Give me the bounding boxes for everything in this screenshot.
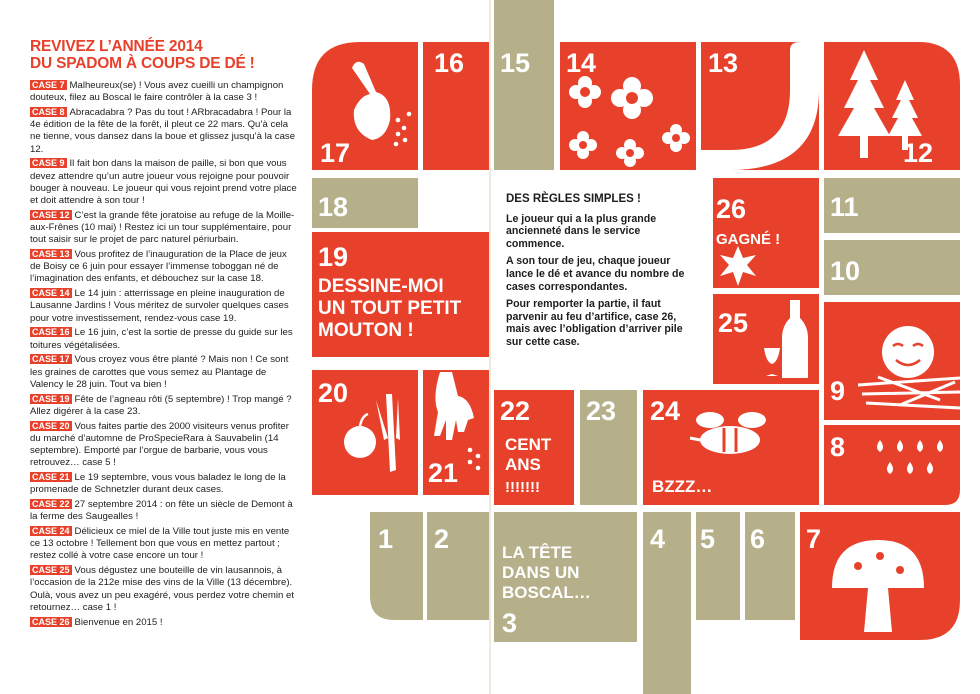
cell-24-number: 24: [650, 396, 681, 426]
cell-6-number: 6: [750, 524, 766, 554]
case-text: C’est la grande fête joratoise au refuge de la Moille-aux-Frênes (10 mai) ! Restez ici un tour supplémentaire, pour tout saisir sur le projet de parc naturel périurbain.: [30, 209, 295, 246]
cell-15-number: 15: [500, 48, 531, 78]
cell-22-caption-1: CENT: [505, 435, 552, 454]
cell-24-caption: BZZZ…: [652, 477, 713, 496]
cell-8-number: 8: [830, 432, 846, 462]
cell-19-number: 19: [318, 242, 349, 272]
cell-25-number: 25: [718, 308, 749, 338]
case-tag: CASE 8: [32, 107, 65, 117]
case-text: Vous faites partie des 2000 visiteurs venus profiter du marché d’automne de ProSpecieRara à Sauvabelin (14 septembre). Emporté par l’orgue de barbarie, vous vous retrouvez… case 5 !: [30, 420, 289, 469]
case-tag: CASE 9: [32, 158, 65, 169]
case-tag: CASE 12: [32, 209, 70, 220]
case-tag: CASE 21: [32, 472, 70, 483]
cell-19-caption-2: UN TOUT PETIT: [318, 298, 462, 319]
case-tag: CASE 26: [32, 616, 70, 627]
case-tag: CASE 19: [32, 393, 70, 404]
rules-heading: DES RÈGLES SIMPLES !: [506, 193, 641, 205]
case-text: Abracadabra ? Pas du tout ! ARbracadabra ! Pour la 4e édition de la fête de la forêt, il pleut ce 22 mars. Qu’à cela ne tienne, vous dansez dans la boue et glissez jusqu’à la case 12.: [30, 107, 296, 155]
rule-paragraph: A son tour de jeu, chaque joueur lance le dé et avance du nombre de cases correspondantes.: [506, 255, 685, 293]
case-tag: CASE 7: [32, 80, 65, 90]
case-text: Délicieux ce miel de la Ville tout juste mis en vente ce 13 octobre ! Tellement bon que vous en mettez partout ; restez collé à votre case encore un tour !: [30, 526, 290, 562]
cell-21-number: 21: [428, 458, 459, 488]
cell-10-number: 10: [830, 256, 861, 286]
cell-4-number: 4: [650, 524, 666, 554]
cell-22-caption-2: ANS: [505, 455, 541, 474]
case-tag: CASE 13: [32, 249, 70, 260]
case-text: Il fait bon dans la maison de paille, si bon que vous devez attendre qu’un autre joueur vous rejoigne pour pouvoir bouger à nouveau. Le joueur qui vous rejoint prend votre place et doit attendre à son tour !: [30, 158, 297, 207]
cell-20-number: 20: [318, 378, 349, 408]
case-tag: CASE 20: [32, 420, 70, 431]
case-tag: CASE 14: [32, 288, 70, 299]
cell-19-caption-3: MOUTON !: [318, 320, 414, 341]
cell-22-number: 22: [500, 396, 531, 426]
case-text: Vous profitez de l’inauguration de la Place de jeux de Boisy ce 6 juin pour essayer l’immense toboggan né de l’imagination des enfants, et débouchez sur la case 18.: [30, 249, 287, 285]
case-text: Vous croyez vous être planté ? Mais non ! Ce sont les graines de carottes que vous semez au Plantage de Valency le 28 juin. Tout va bien !: [30, 354, 289, 390]
cell-9-number: 9: [830, 376, 846, 406]
cell-1-number: 1: [378, 524, 394, 554]
cell-12-number: 12: [903, 138, 934, 168]
case-text: Le 16 juin, c’est la sortie de presse du guide sur les toitures végétalisées.: [30, 327, 293, 351]
case-text: Malheureux(se) ! Vous avez cueilli un champignon douteux, filez au Boscal le faire contrôler à la case 3 !: [30, 80, 284, 104]
rules-panel: [506, 193, 694, 354]
cell-2-number: 2: [434, 524, 450, 554]
cell-3-caption-2: DANS UN: [502, 563, 580, 582]
case-tag: CASE 24: [32, 526, 70, 537]
case-text: Bienvenue en 2015 !: [74, 616, 163, 628]
case-text: Le 19 septembre, vous vous baladez le long de la promenade de Schnetzler durant deux cases.: [30, 472, 286, 496]
cell-3-number: 3: [502, 608, 518, 638]
page-title: REVIVEZ L’ANNÉE 2014 DU SPADOM À COUPS DE DÉ !: [30, 38, 255, 72]
cell-14-number: 14: [566, 48, 597, 78]
cell-18-number: 18: [318, 192, 349, 222]
case-text: Le 14 juin : atterrissage en pleine inauguration de Lausanne Jardins ! Vous méritez de survoler quelques cases pour votre investissement, rendez-vous case 19.: [30, 288, 289, 324]
case-tag: CASE 16: [32, 327, 70, 338]
cell-19-caption-1: DESSINE-MOI: [318, 276, 444, 297]
cell-13-number: 13: [708, 48, 739, 78]
case-tag: CASE 25: [32, 565, 70, 576]
cell-7-number: 7: [806, 524, 822, 554]
cell-22-caption-3: !!!!!!!: [505, 479, 540, 496]
cell-16-number: 16: [434, 48, 465, 78]
cell-26-caption: GAGNÉ !: [716, 231, 781, 248]
case-tag: CASE 17: [32, 354, 70, 365]
cell-3-caption-3: BOSCAL…: [502, 583, 591, 602]
rule-paragraph: Le joueur qui a la plus grande ancienneté dans le service commence.: [506, 212, 657, 250]
cell-26-number: 26: [716, 194, 747, 224]
case-text: Fête de l’agneau rôti (5 septembre) ! Trop mangé ? Allez digérer à la case 23.: [30, 393, 292, 417]
cell-12[interactable]: [824, 42, 960, 170]
cell-3-caption-1: LA TÊTE: [502, 543, 573, 562]
cell-11-number: 11: [830, 192, 859, 222]
cell-17-number: 17: [320, 138, 351, 168]
cell-5-number: 5: [700, 524, 716, 554]
rule-paragraph: Pour remporter la partie, il faut parvenir au feu d’artifice, case 26, mais avec l’obligation d’arriver pile sur cette case.: [506, 298, 683, 348]
cell-23-number: 23: [586, 396, 617, 426]
case-tag: CASE 22: [32, 499, 70, 510]
case-text: 27 septembre 2014 : on fête un siècle de Demont à la ferme des Saugealles !: [30, 499, 293, 523]
case-text: Vous dégustez une bouteille de vin lausannois, à l’occasion de la 212e mise des vins de la Ville (13 décembre). Oulà, vous avez un peu exagéré, vous perdez votre chemin et retournez… case 1 !: [30, 565, 294, 613]
cell-15[interactable]: [494, 0, 554, 170]
